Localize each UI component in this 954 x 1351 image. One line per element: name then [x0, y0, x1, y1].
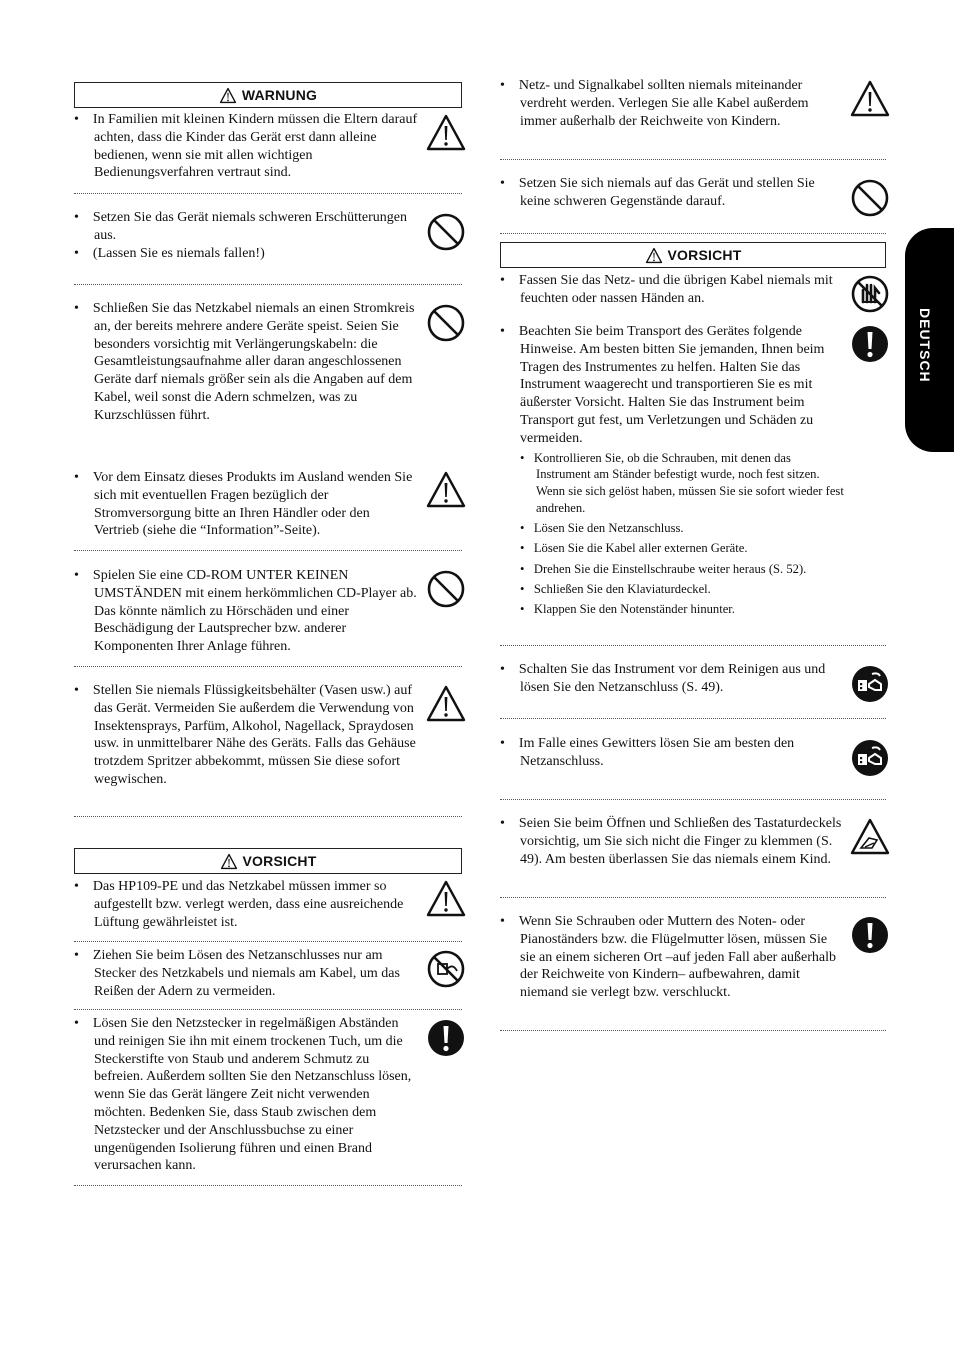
divider — [74, 666, 462, 667]
divider — [74, 550, 462, 551]
language-tab-label: DEUTSCH — [917, 308, 933, 383]
divider — [500, 645, 886, 646]
mandatory-exclamation-icon — [850, 915, 890, 955]
unplug-icon — [850, 738, 890, 778]
divider — [74, 816, 462, 817]
divider — [74, 941, 462, 942]
divider — [500, 799, 886, 800]
prohibited-icon — [426, 212, 466, 252]
prohibited-icon — [426, 569, 466, 609]
warning-triangle-icon — [426, 470, 466, 510]
warning-small-icon — [645, 247, 663, 264]
warnung-header — [74, 82, 462, 108]
warning-small-icon — [219, 87, 237, 104]
mandatory-exclamation-icon — [850, 324, 890, 364]
prohibited-icon — [426, 303, 466, 343]
transport-checklist — [500, 450, 844, 618]
divider — [500, 897, 886, 898]
list-item: • Kontrollieren Sie, ob die Schrauben, mit denen das Instrument am Ständer befestigt wurde, noch fest sitzen. Wenn sie sich gelöst haben, müssen Sie sie sofort wieder fest andrehen. — [520, 450, 844, 515]
vorsicht-header-label: VORSICHT — [667, 247, 742, 263]
pinch-hand-icon — [850, 817, 890, 857]
divider — [74, 193, 462, 194]
warning-triangle-icon — [426, 113, 466, 153]
warning-triangle-icon — [426, 684, 466, 724]
unplug-icon — [850, 664, 890, 704]
prohibited-icon — [850, 178, 890, 218]
list-item: • Klappen Sie den Notenständer hinunter. — [520, 601, 735, 616]
divider — [500, 718, 886, 719]
divider — [74, 1185, 462, 1186]
warning-triangle-icon — [426, 879, 466, 919]
divider — [500, 233, 886, 234]
vorsicht-header-right — [500, 242, 886, 268]
divider — [500, 159, 886, 160]
list-item: • Drehen Sie die Einstellschraube weiter heraus (S. 52). — [520, 561, 807, 576]
mandatory-exclamation-icon — [426, 1018, 466, 1058]
divider — [74, 1009, 462, 1010]
divider — [74, 284, 462, 285]
list-item: • Lösen Sie die Kabel aller externen Geräte. — [520, 541, 748, 556]
no-wet-hands-icon — [850, 274, 890, 314]
warning-small-icon — [220, 853, 238, 870]
list-item: • Schließen Sie den Klaviaturdeckel. — [520, 581, 711, 596]
divider — [500, 1030, 886, 1031]
warnung-header-label: WARNUNG — [241, 87, 318, 103]
warning-triangle-icon — [850, 79, 890, 119]
language-tab — [905, 228, 954, 452]
no-pull-cord-icon — [426, 949, 466, 989]
vorsicht-header — [74, 848, 462, 874]
list-item: • Lösen Sie den Netzanschluss. — [520, 521, 684, 536]
vorsicht-header-label: VORSICHT — [242, 853, 317, 869]
